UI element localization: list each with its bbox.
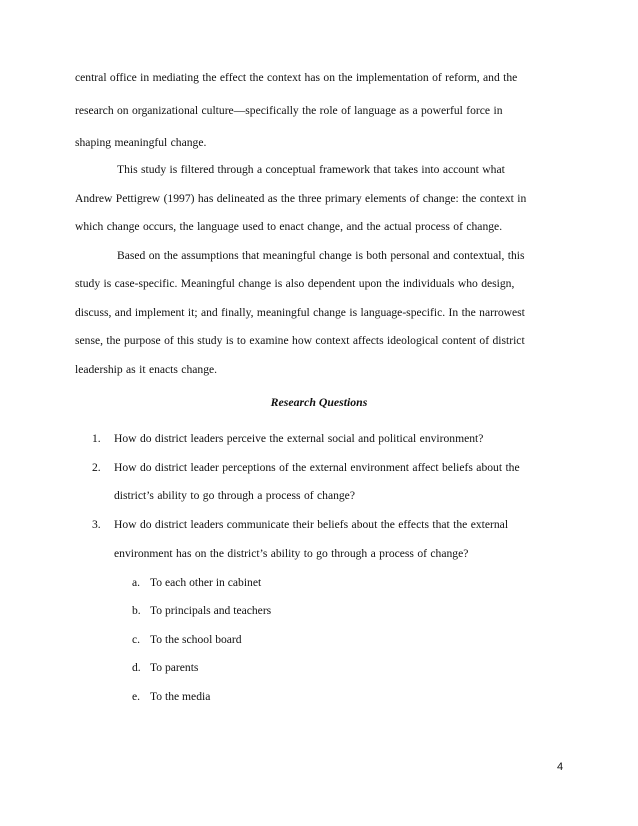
question-number: 1.	[92, 432, 101, 445]
paragraph-line: study is case-specific. Meaningful change is also dependent upon the individuals who design,	[75, 277, 515, 290]
paragraph-line: discuss, and implement it; and finally, meaningful change is language-specific. In the narrowest	[75, 306, 525, 319]
paragraph-line: This study is filtered through a conceptual framework that takes into account what	[117, 163, 505, 176]
sub-item-text: To principals and teachers	[150, 604, 272, 617]
sub-item-letter: c.	[132, 633, 141, 646]
paragraph-line: shaping meaningful change.	[75, 136, 207, 149]
section-heading: Research Questions	[270, 395, 368, 409]
paragraph-line: central office in mediating the effect the context has on the implementation of reform, and the	[75, 71, 518, 84]
paragraph-line: research on organizational culture—specifically the role of language as a powerful force in	[75, 104, 503, 117]
question-number: 2.	[92, 461, 101, 474]
paragraph-line: Based on the assumptions that meaningful change is both personal and contextual, this	[117, 249, 525, 262]
sub-item-text: To the media	[150, 690, 211, 703]
page-number: 4	[557, 761, 564, 773]
question-number: 3.	[92, 518, 101, 531]
paragraph-line: Andrew Pettigrew (1997) has delineated as the three primary elements of change: the context in	[75, 192, 527, 205]
sub-item-letter: b.	[132, 604, 141, 617]
sub-item-text: To each other in cabinet	[150, 576, 262, 589]
paragraph-line: sense, the purpose of this study is to examine how context affects ideological content of district	[75, 334, 525, 347]
sub-item-text: To the school board	[150, 633, 242, 646]
sub-item-letter: a.	[132, 576, 141, 589]
sub-item-text: To parents	[150, 661, 199, 674]
paragraph-line: leadership as it enacts change.	[75, 363, 218, 376]
paragraph-line: which change occurs, the language used to enact change, and the actual process of change.	[75, 220, 503, 233]
sub-item-letter: e.	[132, 690, 141, 703]
question-line: district’s ability to go through a process of change?	[114, 489, 355, 502]
question-line: How do district leader perceptions of the external environment affect beliefs about the	[114, 461, 520, 474]
question-line: How do district leaders communicate their beliefs about the effects that the external	[114, 518, 509, 531]
question-line: environment has on the district’s ability to go through a process of change?	[114, 547, 469, 560]
sub-item-letter: d.	[132, 661, 141, 674]
question-line: How do district leaders perceive the external social and political environment?	[114, 432, 484, 445]
